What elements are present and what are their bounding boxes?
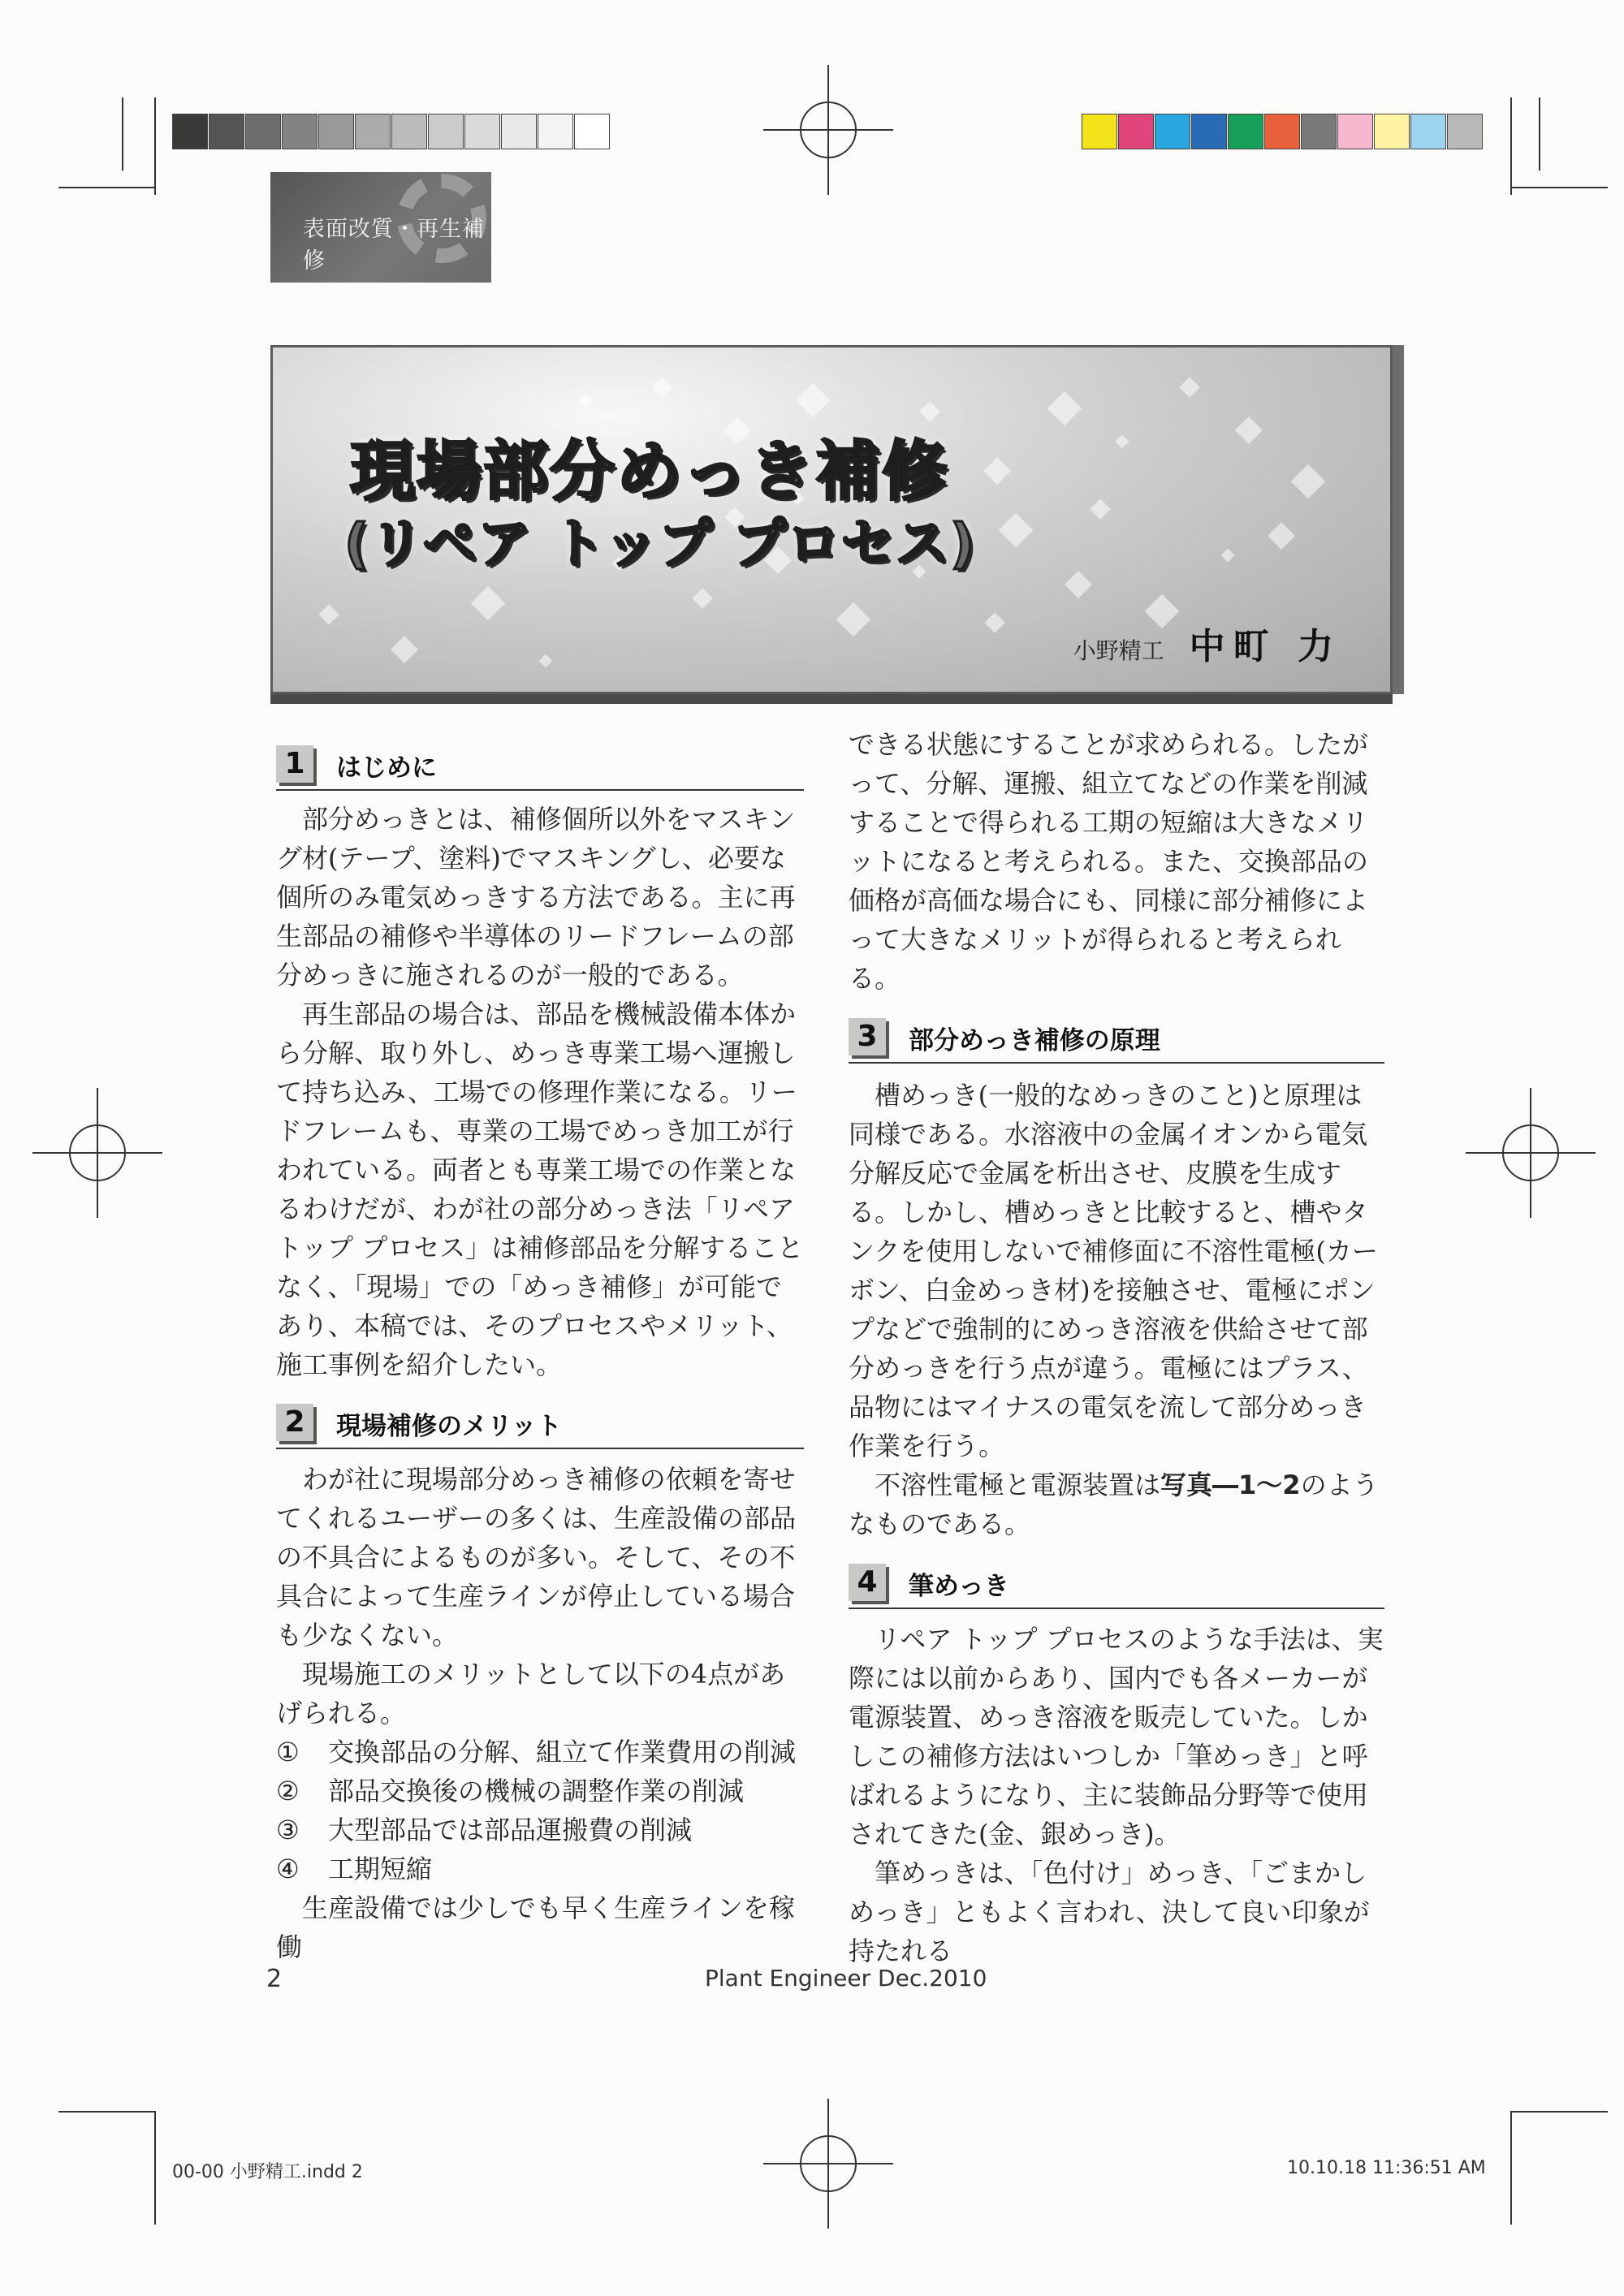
section-number: 1	[276, 745, 313, 783]
sparkle-decoration	[651, 377, 672, 397]
paragraph: 現場施工のメリットとして以下の4点があげられる。	[276, 1659, 786, 1728]
gray-swatch	[391, 114, 427, 149]
paragraph: わが社に現場部分めっき補修の依頼を寄せてくれるユーザーの多くは、生産設備の部品の不具合によるものが多い。そして、その不具合によって生産ラインが停止している場合も少なくない。	[276, 1464, 797, 1651]
gray-swatch	[464, 114, 500, 149]
section-title: 筆めっき	[909, 1572, 1009, 1601]
section-4-body	[849, 1620, 1384, 1970]
crop-mark	[1539, 97, 1540, 170]
gray-swatch	[172, 114, 208, 149]
section-heading-4	[849, 1559, 1384, 1609]
sparkle-decoration	[692, 588, 712, 608]
article-subtitle: (リペア トップ プロセス)	[344, 512, 975, 575]
color-swatch	[1082, 114, 1117, 149]
crop-mark	[1510, 97, 1512, 195]
magazine-issue: Plant Engineer Dec.2010	[705, 1965, 987, 1992]
crop-mark	[154, 2111, 156, 2225]
section-title: 部分めっき補修の原理	[909, 1026, 1160, 1055]
paragraph: 槽めっき(一般的なめっきのこと)と原理は同様である。水溶液中の金属イオンから電気分解反応で金属を析出させ、皮膜を生成する。しかし、槽めっきと比較すると、槽やタンクを使用しないで補修面に不溶性電極(カーボン、白金めっき材)を接触させ、電極にポンプなどで強制的にめっき溶液を供給させて部分めっきを行う点が違う。電極にはプラス、品物にはマイナスの電気を流して部分めっき作業を行う。	[849, 1080, 1378, 1461]
registration-mark	[1502, 1124, 1559, 1181]
section-2-body	[276, 1460, 804, 1966]
crop-mark	[58, 187, 156, 188]
category-tag	[270, 172, 491, 283]
sparkle-decoration	[1291, 464, 1325, 498]
crop-mark	[1510, 2111, 1512, 2225]
color-swatch	[1155, 114, 1190, 149]
registration-mark	[800, 101, 857, 158]
sparkle-decoration	[999, 513, 1033, 547]
color-swatch	[1374, 114, 1410, 149]
sparkle-decoration	[318, 604, 339, 624]
color-swatch	[1228, 114, 1263, 149]
paragraph: 再生部品の場合は、部品を機械設備本体から分解、取り外し、めっき専業工場へ運搬して持ち込み、工場での修理作業になる。リードフレームも、専業の工場でめっき加工が行われている。両者とも専業工場での作業となるわけだが、わが社の部分めっき法「リペア トップ プロセス」は補修部品を分解することなく、「現場」での「めっき補修」が可能であり、本稿では、そのプロセスやメリット、施工事例を紹介したい。	[276, 999, 804, 1380]
paragraph: 不溶性電極と電源装置は写真―1～2のようなものである。	[849, 1470, 1379, 1539]
color-swatch	[1447, 114, 1483, 149]
sparkle-decoration	[580, 395, 594, 408]
sparkle-decoration	[471, 586, 505, 620]
grayscale-bar	[172, 114, 611, 149]
gray-swatch	[318, 114, 354, 149]
title-banner	[270, 345, 1393, 694]
section-heading-3	[849, 1013, 1384, 1064]
sparkle-decoration	[1179, 377, 1199, 397]
crop-mark	[1510, 187, 1608, 188]
sparkle-decoration	[1116, 435, 1129, 449]
section-number: 4	[849, 1564, 886, 1601]
gray-swatch	[538, 114, 573, 149]
list-item: ③ 大型部品では部品運搬費の削減	[276, 1815, 693, 1845]
paragraph: 筆めっきは、「色付け」めっき、「ごまかしめっき」ともよく言われ、決して良い印象が持たれる	[849, 1858, 1370, 1966]
registration-mark	[69, 1124, 126, 1181]
sparkle-decoration	[1221, 549, 1235, 563]
category-label: 表面改質・再生補修	[303, 217, 485, 274]
color-swatch	[1191, 114, 1227, 149]
author-credit	[1073, 617, 1341, 669]
paragraph: 生産設備では少しでも早く生産ラインを稼働	[276, 1892, 796, 1962]
color-swatch	[1337, 114, 1373, 149]
list-item: ① 交換部品の分解、組立て作業費用の削減	[276, 1737, 797, 1767]
section-heading-1	[276, 740, 804, 791]
gray-swatch	[245, 114, 281, 149]
file-name: 00-00 小野精工.indd 2	[172, 2162, 363, 2182]
list-item: ④ 工期短縮	[276, 1854, 433, 1884]
section-heading-2	[276, 1399, 804, 1449]
sparkle-decoration	[983, 457, 1011, 485]
section-number: 3	[849, 1018, 886, 1055]
registration-mark	[800, 2135, 857, 2192]
crop-mark	[58, 2111, 156, 2113]
paragraph: リペア トップ プロセスのような手法は、実際には以前からあり、国内でも各メーカーが電源装置、めっき溶液を販売していた。しかしこの補修方法はいつしか「筆めっき」と呼ばれるようになり、主に装飾品分野等で使用されてきた(金、銀めっき)。	[849, 1624, 1384, 1849]
gray-swatch	[209, 114, 244, 149]
sparkle-decoration	[984, 612, 1004, 632]
section-2-continued	[849, 725, 1384, 998]
section-number: 2	[276, 1404, 313, 1441]
sparkle-decoration	[539, 654, 553, 668]
color-swatch	[1264, 114, 1300, 149]
crop-mark	[122, 97, 123, 170]
sparkle-decoration	[796, 383, 830, 417]
list-item: ② 部品交換後の機械の調整作業の削減	[276, 1776, 745, 1806]
sparkle-decoration	[836, 602, 870, 637]
sparkle-decoration	[1047, 391, 1082, 425]
crop-mark	[154, 97, 156, 195]
gray-swatch	[428, 114, 464, 149]
color-swatch	[1301, 114, 1337, 149]
timestamp: 10.10.18 11:36:51 AM	[1287, 2158, 1486, 2178]
section-1-body	[276, 800, 804, 1384]
article-title: 現場部分めっき補修	[350, 434, 949, 509]
color-bar	[1082, 114, 1484, 149]
sparkle-decoration	[1268, 522, 1295, 550]
section-title: はじめに	[336, 753, 437, 783]
photo-reference: 写真―1～2	[1160, 1470, 1301, 1500]
paragraph: 部分めっきとは、補修個所以外をマスキング材(テープ、塗料)でマスキングし、必要な個所のみ電気めっきする方法である。主に再生部品の補修や半導体のリードフレームの部分めっきに施されるのが一般的である。	[276, 804, 796, 990]
sparkle-decoration	[1235, 416, 1263, 444]
page-number: 2	[266, 1965, 283, 1993]
gray-swatch	[574, 114, 610, 149]
section-3-body	[849, 1076, 1384, 1543]
paragraph: できる状態にすることが求められる。したがって、分解、運搬、組立てなどの作業を削減することで得られる工期の短縮は大きなメリットになると考えられる。また、交換部品の価格が高価な場合にも、同様に部分補修によって大きなメリットが得られると考えられる。	[849, 729, 1369, 994]
gray-swatch	[501, 114, 537, 149]
sparkle-decoration	[1090, 498, 1110, 519]
color-swatch	[1118, 114, 1154, 149]
crop-mark	[1510, 2111, 1608, 2113]
author-company: 小野精工	[1073, 637, 1164, 664]
gray-swatch	[282, 114, 317, 149]
sparkle-decoration	[1065, 571, 1092, 598]
sparkle-decoration	[391, 636, 418, 663]
color-swatch	[1410, 114, 1446, 149]
author-name: 中町 力	[1189, 626, 1341, 667]
section-title: 現場補修のメリット	[336, 1412, 562, 1441]
gray-swatch	[355, 114, 391, 149]
